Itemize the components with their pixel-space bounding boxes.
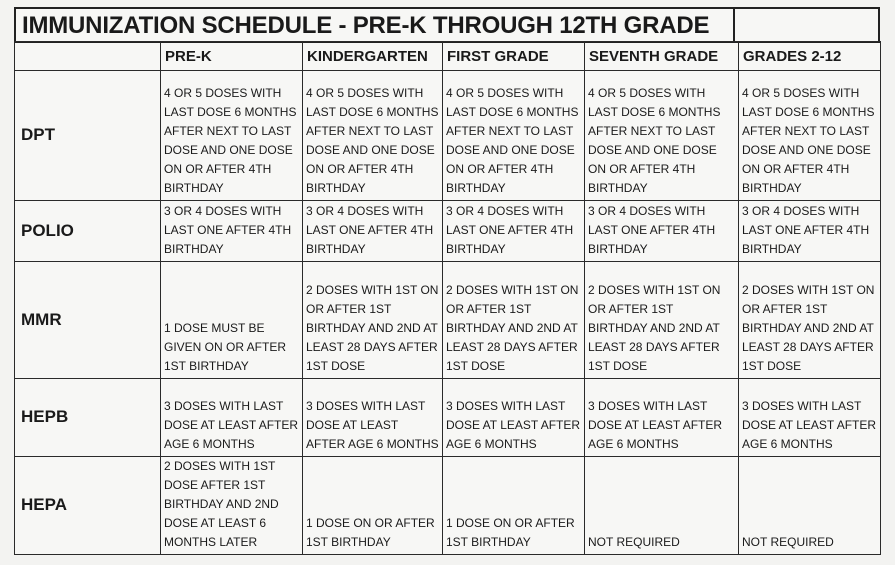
table-cell: 3 OR 4 DOSES WITH LAST ONE AFTER 4TH BIRTHDAY: [303, 201, 443, 262]
table-cell: 3 DOSES WITH LAST DOSE AT LEAST AFTER AGE 6 MONTHS: [585, 379, 739, 457]
table-row-polio: [15, 201, 881, 262]
column-header-pre-k: PRE-K: [161, 42, 303, 71]
table-cell: 4 OR 5 DOSES WITH LAST DOSE 6 MONTHS AFTER NEXT TO LAST DOSE AND ONE DOSE ON OR AFTER 4TH BIRTHDAY: [739, 71, 881, 201]
schedule-table: [14, 41, 881, 555]
table-cell: 3 DOSES WITH LAST DOSE AT LEAST AFTER AGE 6 MONTHS: [739, 379, 881, 457]
column-header-blank: [15, 42, 161, 71]
table-row-dpt: [15, 71, 881, 201]
table-cell: 1 DOSE ON OR AFTER 1ST BIRTHDAY: [303, 457, 443, 555]
table-row-hepb: [15, 379, 881, 457]
table-cell: NOT REQUIRED: [585, 457, 739, 555]
table-cell: 4 OR 5 DOSES WITH LAST DOSE 6 MONTHS AFTER NEXT TO LAST DOSE AND ONE DOSE ON OR AFTER 4TH BIRTHDAY: [161, 71, 303, 201]
column-header-first-grade: FIRST GRADE: [443, 42, 585, 71]
row-label-dpt: DPT: [15, 71, 161, 201]
table-cell: 2 DOSES WITH 1ST ON OR AFTER 1ST BIRTHDAY AND 2ND AT LEAST 28 DAYS AFTER 1ST DOSE: [585, 262, 739, 379]
table-cell: 3 OR 4 DOSES WITH LAST ONE AFTER 4TH BIRTHDAY: [443, 201, 585, 262]
table-cell: 4 OR 5 DOSES WITH LAST DOSE 6 MONTHS AFTER NEXT TO LAST DOSE AND ONE DOSE ON OR AFTER 4TH BIRTHDAY: [443, 71, 585, 201]
table-cell: 3 OR 4 DOSES WITH LAST ONE AFTER 4TH BIRTHDAY: [161, 201, 303, 262]
table-row-mmr: [15, 262, 881, 379]
table-cell: 3 OR 4 DOSES WITH LAST ONE AFTER 4TH BIRTHDAY: [739, 201, 881, 262]
column-header-seventh-grade: SEVENTH GRADE: [585, 42, 739, 71]
table-cell: 4 OR 5 DOSES WITH LAST DOSE 6 MONTHS AFTER NEXT TO LAST DOSE AND ONE DOSE ON OR AFTER 4TH BIRTHDAY: [585, 71, 739, 201]
table-cell: 3 OR 4 DOSES WITH LAST ONE AFTER 4TH BIRTHDAY: [585, 201, 739, 262]
table-cell: NOT REQUIRED: [739, 457, 881, 555]
row-label-hepa: HEPA: [15, 457, 161, 555]
row-label-hepb: HEPB: [15, 379, 161, 457]
table-cell: 3 DOSES WITH LAST DOSE AT LEAST AFTER AGE 6 MONTHS: [303, 379, 443, 457]
table-cell: 2 DOSES WITH 1ST ON OR AFTER 1ST BIRTHDAY AND 2ND AT LEAST 28 DAYS AFTER 1ST DOSE: [739, 262, 881, 379]
column-header-grades-2-12: GRADES 2-12: [739, 42, 881, 71]
row-label-polio: POLIO: [15, 201, 161, 262]
table-cell: 3 DOSES WITH LAST DOSE AT LEAST AFTER AGE 6 MONTHS: [443, 379, 585, 457]
table-cell: 3 DOSES WITH LAST DOSE AT LEAST AFTER AGE 6 MONTHS: [161, 379, 303, 457]
page-title: IMMUNIZATION SCHEDULE - PRE-K THROUGH 12TH GRADE: [14, 7, 733, 43]
row-label-mmr: MMR: [15, 262, 161, 379]
header-row: [15, 42, 881, 71]
table-cell: 2 DOSES WITH 1ST DOSE AFTER 1ST BIRTHDAY AND 2ND DOSE AT LEAST 6 MONTHS LATER: [161, 457, 303, 555]
table-cell: 1 DOSE MUST BE GIVEN ON OR AFTER 1ST BIRTHDAY: [161, 262, 303, 379]
table-cell: 2 DOSES WITH 1ST ON OR AFTER 1ST BIRTHDAY AND 2ND AT LEAST 28 DAYS AFTER 1ST DOSE: [303, 262, 443, 379]
title-spare-cell: [733, 7, 880, 43]
column-header-kindergarten: KINDERGARTEN: [303, 42, 443, 71]
table-cell: 2 DOSES WITH 1ST ON OR AFTER 1ST BIRTHDAY AND 2ND AT LEAST 28 DAYS AFTER 1ST DOSE: [443, 262, 585, 379]
table-row-hepa: [15, 457, 881, 555]
table-cell: 1 DOSE ON OR AFTER 1ST BIRTHDAY: [443, 457, 585, 555]
schedule-sheet: [14, 7, 880, 555]
table-cell: 4 OR 5 DOSES WITH LAST DOSE 6 MONTHS AFTER NEXT TO LAST DOSE AND ONE DOSE ON OR AFTER 4TH BIRTHDAY: [303, 71, 443, 201]
